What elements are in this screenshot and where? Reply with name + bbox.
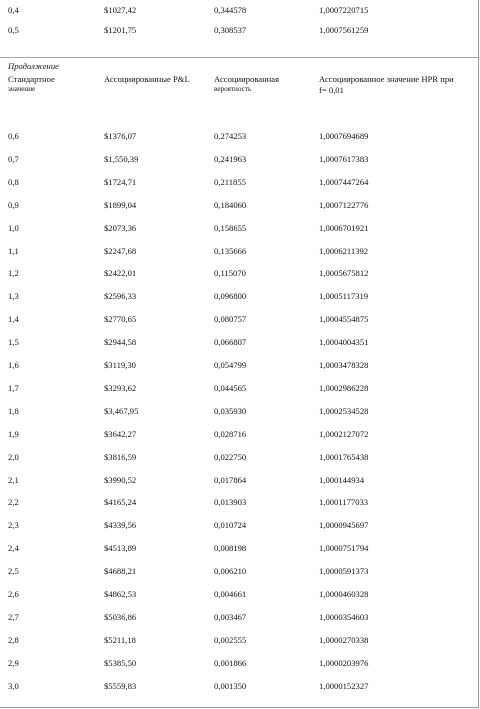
pl-cell: $1,550,39 bbox=[104, 153, 139, 164]
std-value-cell: 2,0 bbox=[8, 451, 19, 462]
probability-cell: 0,158655 bbox=[214, 222, 247, 233]
hpr-cell: 1,0000152327 bbox=[319, 680, 369, 691]
std-value-cell: 1,0 bbox=[8, 222, 19, 233]
table-row bbox=[0, 680, 478, 692]
pl-cell: $5211,18 bbox=[104, 634, 136, 645]
probability-cell: 0,006210 bbox=[214, 566, 247, 577]
std-value-cell: 2,4 bbox=[8, 543, 19, 554]
hpr-cell: 1,0002127072 bbox=[319, 428, 369, 439]
pl-cell: $4339,56 bbox=[104, 520, 137, 531]
table-row bbox=[0, 519, 478, 531]
table-row bbox=[0, 336, 478, 348]
hpr-cell: 1,000144934 bbox=[319, 474, 365, 485]
std-value-cell: 1,9 bbox=[8, 428, 19, 439]
table-row bbox=[0, 4, 478, 16]
pl-cell: $2422,01 bbox=[104, 268, 137, 279]
header-associated-pl: Ассоциированные P&L bbox=[104, 74, 190, 84]
pl-cell: $3642,27 bbox=[104, 428, 137, 439]
table-row bbox=[0, 176, 478, 188]
std-value-cell: 2,1 bbox=[8, 474, 19, 485]
table-row bbox=[0, 611, 478, 623]
pl-cell: $1724,71 bbox=[104, 176, 137, 187]
probability-cell: 0,008198 bbox=[214, 543, 247, 554]
std-value-cell: 1,8 bbox=[8, 405, 19, 416]
table-row bbox=[0, 657, 478, 669]
pl-cell: $4688,21 bbox=[104, 566, 137, 577]
hpr-cell: 1,0000460328 bbox=[319, 589, 369, 599]
hpr-cell: 1,0001177033 bbox=[319, 497, 369, 508]
hpr-cell: 1,0001765438 bbox=[319, 451, 369, 462]
hpr-cell: 1,0000270338 bbox=[319, 634, 369, 645]
pl-cell: $1376,07 bbox=[104, 131, 137, 141]
std-value-cell: 0,9 bbox=[8, 199, 19, 210]
hpr-cell: 1,0007122776 bbox=[319, 199, 369, 210]
probability-cell: 0,035930 bbox=[214, 405, 247, 416]
section-divider bbox=[0, 57, 478, 58]
hpr-cell: 1,0005675812 bbox=[319, 268, 369, 279]
table-row bbox=[0, 313, 478, 325]
probability-cell: 0,002555 bbox=[214, 634, 247, 645]
pl-cell: $5385,50 bbox=[104, 657, 137, 668]
table-row bbox=[0, 130, 478, 142]
hpr-cell: 1,0000591373 bbox=[319, 566, 369, 577]
hpr-cell: 1,0002534528 bbox=[319, 405, 369, 416]
hpr-cell: 1,0002986228 bbox=[319, 382, 369, 393]
pl-cell: $3293,62 bbox=[104, 382, 137, 393]
table-row bbox=[0, 474, 478, 486]
std-value-cell: 2,5 bbox=[8, 566, 19, 577]
probability-cell: 0,044565 bbox=[214, 382, 247, 393]
pl-cell: $1899,04 bbox=[104, 199, 137, 210]
table-row bbox=[0, 496, 478, 508]
table-row bbox=[0, 24, 478, 36]
header-associated-hpr: Ассоциированное значение HPR при f= 0,01 bbox=[319, 74, 454, 95]
std-value-cell: 0,5 bbox=[8, 25, 19, 35]
std-value-cell: 2,9 bbox=[8, 657, 19, 668]
probability-cell: 0,017864 bbox=[214, 474, 247, 485]
probability-cell: 0,028716 bbox=[214, 428, 247, 439]
hpr-cell: 1,0004004351 bbox=[319, 337, 369, 348]
pl-cell: $4513,89 bbox=[104, 543, 137, 554]
hpr-cell: 1,0000751794 bbox=[319, 543, 369, 554]
probability-cell: 0,211855 bbox=[214, 176, 246, 187]
table-row bbox=[0, 359, 478, 371]
probability-cell: 0,344578 bbox=[214, 5, 247, 15]
std-value-cell: 0,6 bbox=[8, 131, 19, 141]
std-value-cell: 2,7 bbox=[8, 611, 19, 622]
probability-cell: 0,096800 bbox=[214, 291, 247, 302]
pl-cell: $3119,30 bbox=[104, 360, 136, 370]
table-row bbox=[0, 245, 478, 257]
pl-cell: $2596,33 bbox=[104, 291, 137, 302]
table-row bbox=[0, 382, 478, 394]
hpr-cell: 1,0007220715 bbox=[319, 5, 369, 15]
probability-cell: 0,135666 bbox=[214, 245, 247, 256]
pl-cell: $4165,24 bbox=[104, 497, 137, 508]
probability-cell: 0,003467 bbox=[214, 611, 247, 622]
hpr-cell: 1,0000945697 bbox=[319, 520, 369, 531]
std-value-cell: 0,8 bbox=[8, 176, 19, 187]
hpr-cell: 1,0007561259 bbox=[319, 25, 369, 35]
table-row bbox=[0, 199, 478, 211]
table-row bbox=[0, 290, 478, 302]
pl-cell: $5036,86 bbox=[104, 611, 137, 622]
hpr-cell: 1,0007694689 bbox=[319, 131, 369, 141]
std-value-cell: 1,2 bbox=[8, 268, 19, 279]
table-row bbox=[0, 588, 478, 600]
std-value-cell: 1,5 bbox=[8, 337, 19, 348]
std-value-cell: 2,6 bbox=[8, 589, 19, 599]
probability-cell: 0,308537 bbox=[214, 25, 247, 35]
pl-cell: $1201,75 bbox=[104, 25, 137, 35]
probability-cell: 0,010724 bbox=[214, 520, 247, 531]
pl-cell: $2770,65 bbox=[104, 314, 137, 325]
hpr-cell: 1,0000203976 bbox=[319, 657, 369, 668]
std-value-cell: 1,4 bbox=[8, 314, 19, 325]
pl-cell: $2247,68 bbox=[104, 245, 137, 256]
table-row bbox=[0, 222, 478, 234]
std-value-cell: 2,8 bbox=[8, 634, 19, 645]
pl-cell: $3990,52 bbox=[104, 474, 137, 485]
probability-cell: 0,115070 bbox=[214, 268, 246, 279]
probability-cell: 0,001866 bbox=[214, 657, 247, 668]
std-value-cell: 2,3 bbox=[8, 520, 19, 531]
hpr-cell: 1,0006211392 bbox=[319, 245, 369, 256]
std-value-cell: 0,4 bbox=[8, 5, 19, 15]
probability-cell: 0,054799 bbox=[214, 360, 247, 370]
hpr-cell: 1,0004554875 bbox=[319, 314, 369, 325]
probability-cell: 0,013903 bbox=[214, 497, 247, 508]
std-value-cell: 3,0 bbox=[8, 680, 19, 691]
hpr-cell: 1,0007617383 bbox=[319, 153, 369, 164]
hpr-cell: 1,0003478328 bbox=[319, 360, 369, 370]
table-row bbox=[0, 405, 478, 417]
table-row bbox=[0, 634, 478, 646]
hpr-cell: 1,0005117319 bbox=[319, 291, 369, 302]
header-associated-probability: Ассоциированная вероятность bbox=[214, 74, 280, 93]
hpr-cell: 1,0000354603 bbox=[319, 611, 369, 622]
hpr-cell: 1,0006701921 bbox=[319, 222, 369, 233]
probability-cell: 0,001350 bbox=[214, 680, 247, 691]
probability-cell: 0,274253 bbox=[214, 131, 247, 141]
std-value-cell: 1,6 bbox=[8, 360, 19, 370]
std-value-cell: 0,7 bbox=[8, 153, 19, 164]
pl-cell: $5559,83 bbox=[104, 680, 137, 691]
table-row bbox=[0, 451, 478, 463]
std-value-cell: 2,2 bbox=[8, 497, 19, 508]
probability-cell: 0,241963 bbox=[214, 153, 247, 164]
probability-cell: 0,022750 bbox=[214, 451, 247, 462]
probability-cell: 0,184060 bbox=[214, 199, 247, 210]
table-row bbox=[0, 542, 478, 554]
pl-cell: $4862,53 bbox=[104, 589, 137, 599]
std-value-cell: 1,7 bbox=[8, 382, 19, 393]
std-value-cell: 1,3 bbox=[8, 291, 19, 302]
table-row bbox=[0, 153, 478, 165]
pl-cell: $2944,58 bbox=[104, 337, 137, 348]
pl-cell: $3816,59 bbox=[104, 451, 137, 462]
probability-cell: 0,066807 bbox=[214, 337, 247, 348]
pl-cell: $1027,42 bbox=[104, 5, 137, 15]
table-row bbox=[0, 565, 478, 577]
pl-cell: $3,467,95 bbox=[104, 405, 139, 416]
std-value-cell: 1,1 bbox=[8, 245, 19, 256]
table-row bbox=[0, 267, 478, 279]
table-row bbox=[0, 428, 478, 440]
probability-cell: 0,080757 bbox=[214, 314, 247, 325]
continuation-label: Продолжение bbox=[8, 61, 59, 71]
hpr-cell: 1,0007447264 bbox=[319, 176, 369, 187]
header-standard-value: Стандартное значение bbox=[8, 74, 55, 93]
probability-cell: 0,004661 bbox=[214, 589, 247, 599]
pl-cell: $2073,36 bbox=[104, 222, 137, 233]
